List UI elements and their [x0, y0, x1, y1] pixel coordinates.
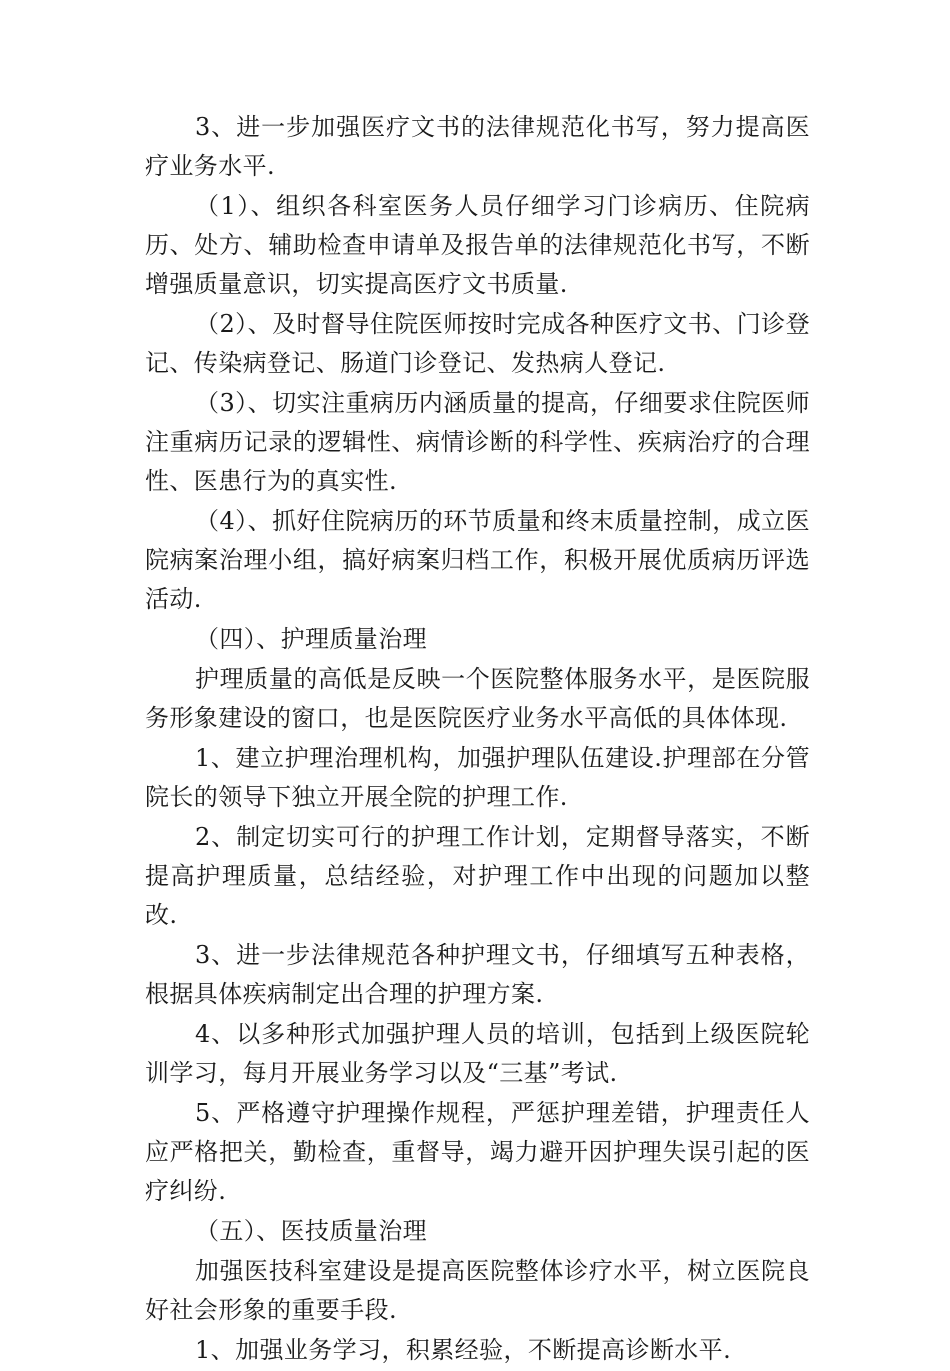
paragraph: 加强医技科室建设是提高医院整体诊疗水平，树立医院良好社会形象的重要手段.: [145, 1257, 810, 1324]
paragraph: 1、加强业务学习，积累经验，不断提高诊断水平.: [195, 1336, 732, 1364]
paragraph: 3、进一步加强医疗文书的法律规范化书写，努力提高医疗业务水平.: [145, 113, 810, 180]
paragraph: （2）、及时督导住院医师按时完成各种医疗文书、门诊登记、传染病登记、肠道门诊登记、发热病人登记.: [145, 310, 810, 377]
section-heading: （五）、医技质量治理: [195, 1217, 427, 1245]
paragraph: （1）、组织各科室医务人员仔细学习门诊病历、住院病历、处方、辅助检查申请单及报告单的法律规范化书写，不断增强质量意识，切实提高医疗文书质量.: [145, 192, 810, 298]
paragraph: 2、制定切实可行的护理工作计划，定期督导落实，不断提高护理质量，总结经验，对护理工作中出现的问题加以整改.: [145, 823, 810, 929]
document-body: [145, 108, 810, 1371]
paragraph: （4）、抓好住院病历的环节质量和终末质量控制，成立医院病案治理小组，搞好病案归档工作，积极开展优质病历评选活动.: [145, 507, 810, 613]
paragraph: （3）、切实注重病历内涵质量的提高，仔细要求住院医师注重病历记录的逻辑性、病情诊断的科学性、疾病治疗的合理性、医患行为的真实性.: [145, 389, 810, 495]
section-heading: （四）、护理质量治理: [195, 625, 427, 653]
paragraph: 5、严格遵守护理操作规程，严惩护理差错，护理责任人应严格把关，勤检查，重督导，竭力避开因护理失误引起的医疗纠纷.: [145, 1099, 810, 1205]
paragraph: 1、建立护理治理机构，加强护理队伍建设.护理部在分管院长的领导下独立开展全院的护理工作.: [145, 744, 810, 811]
paragraph: 3、进一步法律规范各种护理文书，仔细填写五种表格，根据具体疾病制定出合理的护理方案.: [145, 941, 810, 1008]
paragraph: 4、以多种形式加强护理人员的培训，包括到上级医院轮训学习，每月开展业务学习以及“三基”考试.: [145, 1020, 810, 1087]
paragraph: 护理质量的高低是反映一个医院整体服务水平，是医院服务形象建设的窗口，也是医院医疗业务水平高低的具体体现.: [145, 665, 810, 732]
